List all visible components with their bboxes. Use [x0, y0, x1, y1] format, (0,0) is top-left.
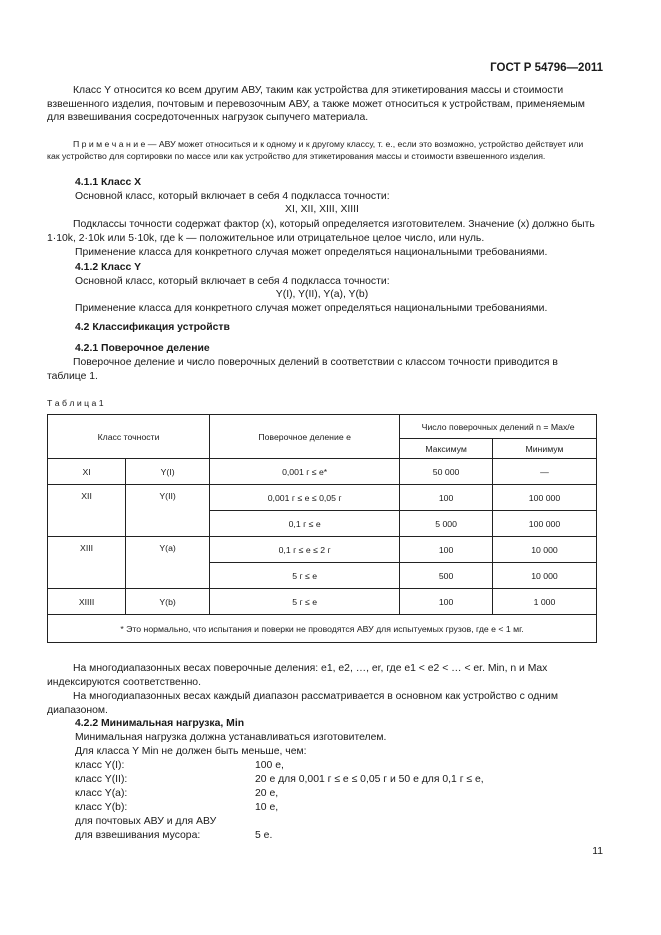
min-row: [75, 759, 284, 773]
min-row-value: 20 e,: [255, 788, 279, 799]
cell-division: 0,001 г ≤ e ≤ 0,05 г: [210, 485, 400, 511]
class-y-paragraph: Класс Y относится ко всем другим АВУ, таким как устройства для этикетирования массы и стоимости взвешенного изделия, почтовым и перевозочным АВУ, а также может относиться к устройствам, применяемым для взвешивания сосредоточенных нагрузок сыпучего материала.: [47, 85, 585, 124]
min-row: [75, 815, 216, 829]
cell-min: 10 000: [492, 563, 596, 589]
min-row-label: для взвешивания мусора:: [75, 830, 201, 841]
table-1: [47, 414, 597, 643]
cell-min: 1 000: [492, 589, 596, 615]
table-footnote: * Это нормально, что испытания и поверки не проводятся АВУ для испытуемых грузов, где e < 1 мг.: [48, 615, 597, 643]
cell-max: 5 000: [400, 511, 493, 537]
s411-subclasses: XI, XII, XIII, XIIII: [285, 204, 359, 215]
cell-class-y: Y(b): [126, 589, 210, 615]
cell-division: 0,1 г ≤ e ≤ 2 г: [210, 537, 400, 563]
min-row-label: для почтовых АВУ и для АВУ: [75, 816, 217, 827]
cell-min: 100 000: [492, 485, 596, 511]
cell-class-y: Y(a): [126, 537, 210, 589]
header-class: Класс точности: [48, 415, 210, 459]
min-row: [75, 829, 273, 843]
min-row-value: 20 e для 0,001 г ≤ e ≤ 0,05 г и 50 e для 0,1 г ≤ e,: [255, 774, 484, 785]
cell-max: 500: [400, 563, 493, 589]
multirange-p1: На многодиапазонных весах поверочные деления: e1, e2, …, er, где e1 < e2 < … < er. Min, n и Max индексируются соответственно.: [47, 663, 548, 688]
note-text: АВУ может относиться и к одному и к другому классу, т. е., если это возможно, устройство действует или как устройство для сортировки по массе или как устройство для этикетирования массы и стоимости взвешенного изделия.: [47, 138, 584, 161]
multirange-p2: На многодиапазонных весах каждый диапазон рассматривается в основном как устройство с одним диапазоном.: [47, 691, 558, 716]
section-4-2-2-heading: 4.2.2 Минимальная нагрузка, Min: [75, 718, 245, 729]
cell-division: 5 г ≤ e: [210, 563, 400, 589]
cell-class-x: XII: [48, 485, 126, 537]
cell-max: 50 000: [400, 459, 493, 485]
header-division: Поверочное деление e: [210, 415, 400, 459]
document-header: ГОСТ Р 54796—2011: [490, 62, 603, 74]
min-row-value: 100 e,: [255, 760, 284, 771]
cell-division: 0,001 г ≤ e*: [210, 459, 400, 485]
cell-class-y: Y(II): [126, 485, 210, 537]
section-4-1-2-heading: 4.1.2 Класс Y: [75, 262, 142, 273]
cell-min: 10 000: [492, 537, 596, 563]
s422-line2: Для класса Y Min не должен быть меньше, чем:: [75, 746, 307, 757]
s422-line1: Минимальная нагрузка должна устанавливаться изготовителем.: [75, 732, 387, 743]
cell-min: —: [492, 459, 596, 485]
cell-class-x: XI: [48, 459, 126, 485]
s412-line2: Применение класса для конкретного случая может определяться национальными требованиями.: [75, 303, 548, 314]
min-row-label: класс Y(a):: [75, 788, 128, 799]
s421-text: Поверочное деление и число поверочных делений в соответствии с классом точности приводится в таблице 1.: [47, 357, 558, 382]
min-row-label: класс Y(I):: [75, 760, 125, 771]
header-max: Максимум: [400, 439, 493, 459]
min-row-label: класс Y(b):: [75, 802, 128, 813]
cell-division: 5 г ≤ e: [210, 589, 400, 615]
cell-max: 100: [400, 485, 493, 511]
section-4-2-heading: 4.2 Классификация устройств: [75, 322, 230, 333]
note: [47, 138, 597, 162]
section-4-2-1-heading: 4.2.1 Поверочное деление: [75, 343, 210, 354]
cell-max: 100: [400, 537, 493, 563]
cell-min: 100 000: [492, 511, 596, 537]
cell-division: 0,1 г ≤ e: [210, 511, 400, 537]
s411-line2: Подклассы точности содержат фактор (x), который определяется изготовителем. Значение (x) должно быть 1·10k, 2·10k или 5·10k, где k — положительное или отрицательное целое число, или нуль.: [47, 219, 595, 244]
cell-class-x: XIIII: [48, 589, 126, 615]
section-4-1-1-heading: 4.1.1 Класс X: [75, 177, 142, 188]
cell-class-y: Y(I): [126, 459, 210, 485]
min-row: [75, 773, 484, 787]
note-label: П р и м е ч а н и е —: [73, 138, 157, 149]
header-min: Минимум: [492, 439, 596, 459]
min-row-label: класс Y(II):: [75, 774, 128, 785]
cell-max: 100: [400, 589, 493, 615]
header-count: Число поверочных делений n = Max/e: [400, 415, 597, 439]
min-row-value: 10 e,: [255, 802, 279, 813]
s411-line1: Основной класс, который включает в себя 4 подкласса точности:: [75, 191, 390, 202]
s412-line1: Основной класс, который включает в себя 4 подкласса точности:: [75, 276, 390, 287]
min-row-value: 5 e.: [255, 830, 273, 841]
table-caption: Т а б л и ц а 1: [47, 398, 104, 408]
cell-class-x: XIII: [48, 537, 126, 589]
s412-subclasses: Y(I), Y(II), Y(a), Y(b): [275, 289, 369, 300]
page-number: 11: [592, 846, 603, 857]
min-row: [75, 787, 279, 801]
min-row: [75, 801, 279, 815]
s411-line3: Применение класса для конкретного случая может определяться национальными требованиями.: [75, 247, 548, 258]
